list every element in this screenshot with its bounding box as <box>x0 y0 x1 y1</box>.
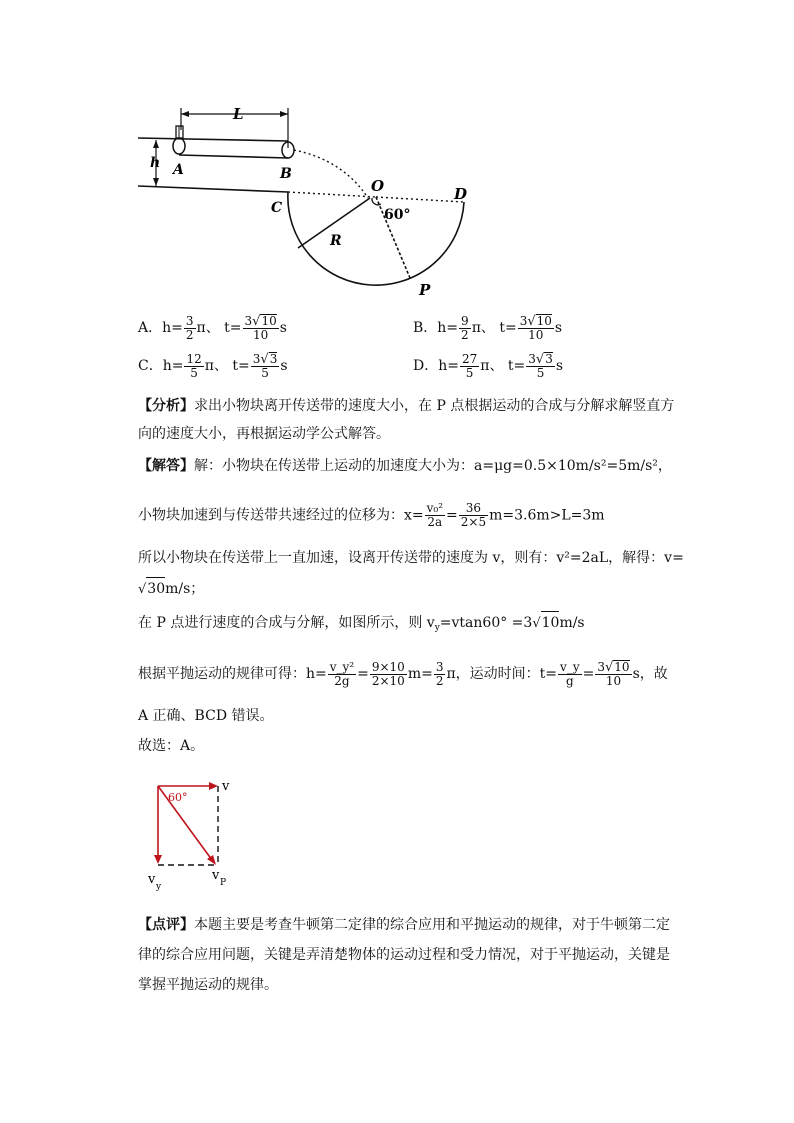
analysis-line-2: 向的速度大小，再根据运动学公式解答。 <box>138 426 390 442</box>
vector-angle-label: 60° <box>168 791 188 804</box>
solution-line-5: 在 P 点进行速度的合成与分解，如图所示，则 $v_y=vtan60^\circ =3√10m/s$ <box>138 611 585 639</box>
label-D: D <box>454 185 468 203</box>
vector-diagram <box>140 775 250 895</box>
solution-line-2: 小物块加速到与传送带共速经过的位移为：x= $\frac{\text{v₀²}}{2a}$ = $\frac{36}{2\times 5}$ m=3.6m>L=3m <box>138 501 605 529</box>
solution-line-6: 根据平抛运动的规律可得：h= $\frac{\text{v\_y²}}{2g}$ = $\frac{9\times 10}{2\times 10}$ m= $\frac{3}{2}$ π，运动时间：t= $\frac{v\_y}{g}$ = $\frac{3√10}{10}$ s，故 <box>138 659 668 688</box>
label-C: C <box>271 200 283 216</box>
label-h: h <box>150 155 161 171</box>
label-vp: v <box>212 868 220 883</box>
label-B: B <box>280 166 292 182</box>
comment-line-1: 【点评】本题主要是考查牛顿第二定律的综合应用和平抛运动的规律，对于牛顿第二定 <box>138 917 670 933</box>
physics-figure <box>138 100 478 300</box>
label-A: A <box>173 162 184 178</box>
label-vy-sub: y <box>156 882 162 892</box>
label-L: L <box>233 105 244 123</box>
comment-line-3: 掌握平抛运动的规律。 <box>138 977 278 993</box>
label-angle: 60° <box>384 207 411 223</box>
option-b: B．h= $\frac{9}{2}$ π、 t= $\frac{3√10}{10}$ s <box>413 313 563 342</box>
solution-line-1: 【解答】解：小物块在传送带上运动的加速度大小为：a=μg=0.5×10m/s²=5m/s²， <box>138 458 672 474</box>
solution-line-7: A 正确、BCD 错误。 <box>138 708 274 724</box>
solution-line-3: 所以小物块在传送带上一直加速，设离开传送带的速度为 v，则有：v²=2aL，解得：v= <box>138 550 684 566</box>
label-vy: v <box>148 872 156 887</box>
comment-line-2: 律的综合应用问题，关键是弄清楚物体的运动过程和受力情况，对于平抛运动，关键是 <box>138 947 670 963</box>
label-v: v <box>222 779 230 794</box>
option-a-h: $\frac{3}{2}$ <box>185 313 194 342</box>
label-O: O <box>371 177 385 195</box>
option-d: D．h= $\frac{27}{5}$ π、 t= $\frac{3√3}{5}$ s <box>413 351 564 380</box>
option-c: C．h= $\frac{12}{5}$ π、 t= $\frac{3√3}{5}$ s <box>138 351 288 380</box>
solution-line-8: 故选：A。 <box>138 738 205 754</box>
solution-line-4: √30m/s； <box>138 577 204 601</box>
label-P: P <box>419 281 431 299</box>
option-a-t: $\frac{3√10}{10}$ <box>244 314 277 342</box>
analysis-line-1: 【分析】求出小物块离开传送带的速度大小，在 P 点根据运动的合成与分解求解竖直方 <box>138 398 675 414</box>
option-a: A．h= $\frac{3}{2}$ π、 t= $\frac{3√10}{10}$ s <box>138 313 287 342</box>
label-R: R <box>330 233 342 249</box>
label-vp-sub: P <box>220 878 227 888</box>
